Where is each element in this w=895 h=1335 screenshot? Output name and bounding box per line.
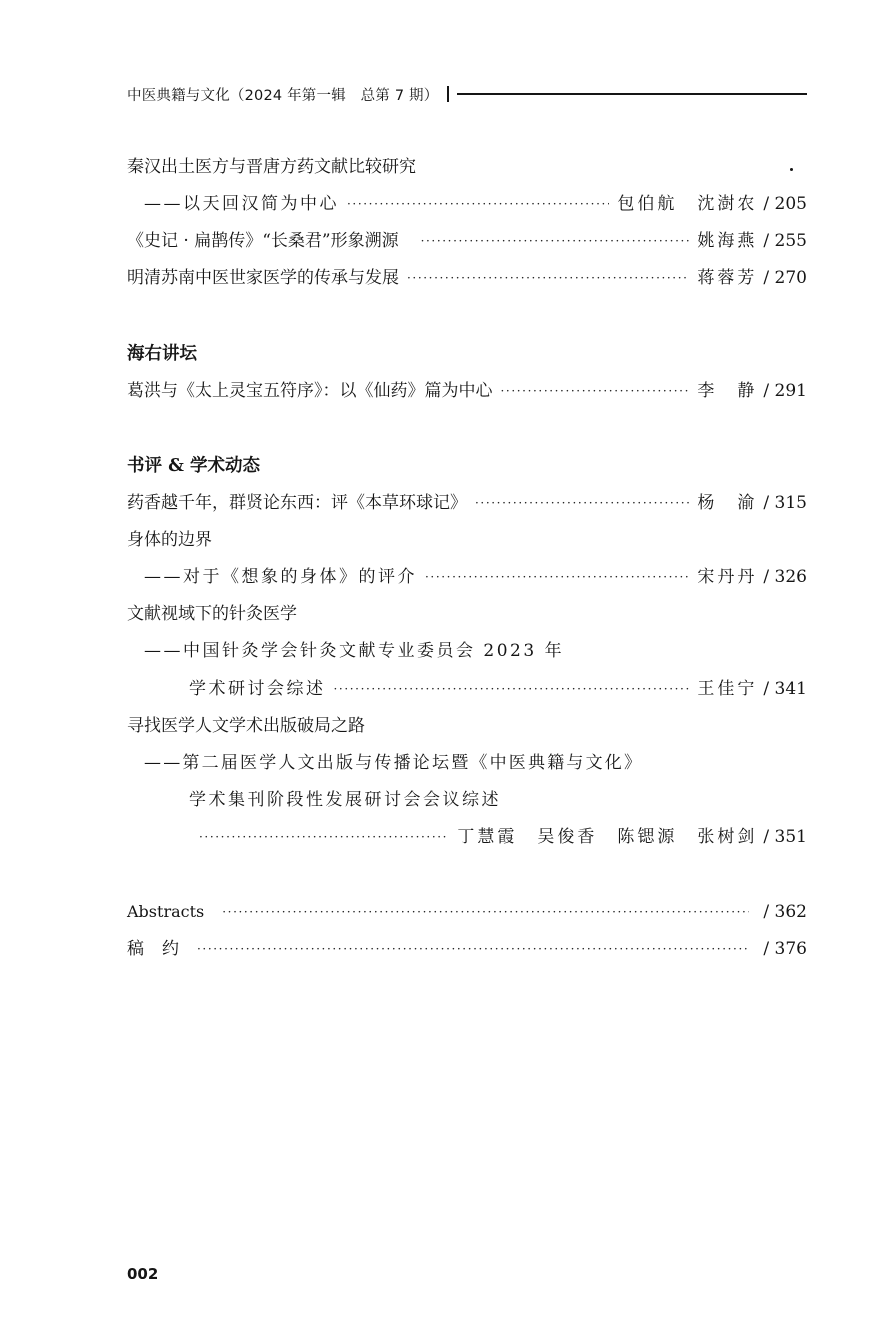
entry-subtitle: ——对于《想象的身体》的评介 — [144, 567, 417, 587]
entry-subtitle: 学术集刊阶段性发展研讨会会议综述 — [189, 790, 501, 810]
entry-page: / 351 — [763, 827, 807, 847]
entry-title: 文献视域下的针灸医学 — [127, 604, 297, 624]
header-divider — [447, 86, 449, 102]
toc-entry-line[interactable] — [127, 898, 807, 926]
toc-entry-title[interactable] — [127, 600, 807, 628]
toc-entry-line[interactable] — [127, 264, 807, 292]
dot-leader — [501, 377, 690, 405]
entry-title: 寻找医学人文学术出版破局之路 — [127, 716, 365, 736]
toc-entry-line[interactable] — [127, 935, 807, 963]
entry-title: 《史记 · 扁鹊传》“长桑君”形象溯源 — [127, 231, 399, 251]
entry-page: / 255 — [763, 231, 807, 251]
entry-title: Abstracts — [127, 902, 205, 921]
toc-entry-subtitle-line — [127, 637, 807, 665]
dot-leader — [334, 675, 690, 703]
entry-author: 蒋蓉芳 — [697, 268, 758, 288]
toc-entry-line[interactable] — [127, 823, 807, 851]
entry-subtitle: 学术研讨会综述 — [189, 679, 326, 699]
dot-leader — [222, 898, 749, 926]
dot-leader — [425, 563, 689, 591]
toc-entry-line[interactable] — [127, 190, 807, 218]
entry-page: / 362 — [763, 902, 807, 922]
entry-author: 姚海燕 — [697, 231, 758, 251]
entry-page: / 341 — [763, 679, 807, 699]
entry-title: 秦汉出土医方与晋唐方药文献比较研究 — [127, 157, 416, 177]
dot-leader — [197, 935, 749, 963]
entry-page: / 315 — [763, 493, 807, 513]
entry-page: / 376 — [763, 939, 807, 959]
dot-leader — [347, 190, 609, 218]
page-number: 002 — [127, 1265, 159, 1283]
entry-title: 身体的边界 — [127, 530, 212, 550]
entry-title: 药香越千年，群贤论东西：评《本草环球记》 — [127, 493, 467, 513]
entry-subtitle: ——以天回汉简为中心 — [144, 194, 339, 214]
toc-entry-title[interactable] — [127, 712, 807, 740]
entry-subtitle: ——第二届医学人文出版与传播论坛暨《中医典籍与文化》 — [144, 753, 644, 773]
entry-author: 王佳宁 — [697, 679, 758, 699]
entry-title: 明清苏南中医世家医学的传承与发展 — [127, 268, 399, 288]
toc-entry-line[interactable] — [127, 377, 807, 405]
entry-page: / 291 — [763, 381, 807, 401]
section-title: 海右讲坛 — [127, 344, 197, 364]
dot-leader — [475, 489, 689, 517]
section-title: 书评 & 学术动态 — [127, 456, 260, 476]
dot-leader — [407, 264, 689, 292]
toc-entry-line[interactable] — [127, 675, 807, 703]
entry-title: 稿约 — [127, 939, 197, 959]
section-heading — [127, 340, 807, 368]
toc-entry-line[interactable] — [127, 563, 807, 591]
dot-leader — [421, 227, 690, 255]
toc-entry-line[interactable] — [127, 489, 807, 517]
entry-author: 李 静 — [697, 381, 758, 401]
entry-page: / 326 — [763, 567, 807, 587]
header-rule — [457, 93, 807, 95]
journal-title: 中医典籍与文化（2024 年第一辑 总第 7 期） — [127, 87, 439, 104]
toc-entry-title[interactable] — [127, 153, 807, 181]
entry-author: 丁慧霞 吴俊香 陈锶源 张树剑 — [457, 827, 758, 847]
toc-entry-subtitle-line — [127, 786, 807, 814]
section-heading — [127, 452, 807, 480]
toc-entry-title[interactable] — [127, 526, 807, 554]
entry-author: 宋丹丹 — [697, 567, 758, 587]
running-header — [127, 83, 807, 105]
entry-author: 杨 渝 — [697, 493, 758, 513]
dot-leader — [199, 823, 449, 851]
toc-entry-line[interactable] — [127, 227, 807, 255]
entry-page: / 270 — [763, 268, 807, 288]
entry-subtitle: ——中国针灸学会针灸文献专业委员会 2023 年 — [144, 641, 565, 661]
entry-title: 葛洪与《太上灵宝五符序》：以《仙药》篇为中心 — [127, 381, 493, 401]
toc-entry-subtitle-line — [127, 749, 807, 777]
entry-page: / 205 — [763, 194, 807, 214]
entry-author: 包伯航 沈澍农 — [617, 194, 758, 214]
